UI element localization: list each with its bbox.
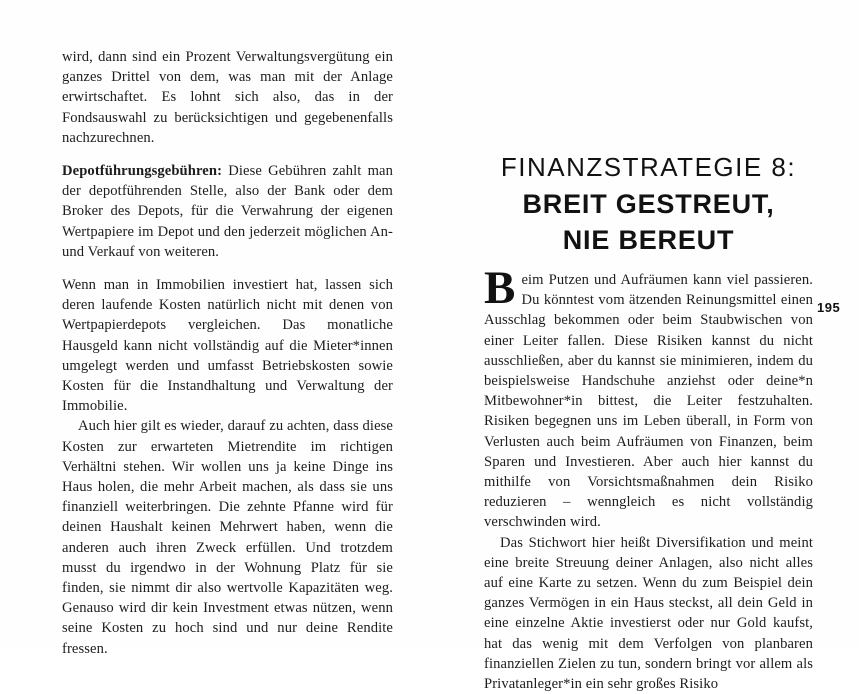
paragraph-risk-intro — [484, 262, 813, 533]
chapter-heading-title-line2: NIE BEREUT — [562, 225, 735, 255]
paragraph-text: Das Stichwort hier heißt Diversifikation und meint eine breite Streuung deiner Anlagen, also nicht alles auf eine Karte zu setzen. Wenn du zum Beispiel dein ganzes Vermögen in ein Haus steckst, all dein Geld in eine einzelne Aktie investierst oder nur Gold kaufst, hat das wenig mit dem Verfolgen von planbaren finanziellen Zielen zu tun, sondern bringt vor allem als Privatanleger*in ein sehr großes Risiko — [484, 534, 813, 693]
left-page — [62, 47, 393, 659]
paragraph-text: Wenn man in Immobilien investiert hat, lassen sich deren laufende Kosten natürlich nicht mit denen von Wertpapierdepots vergleichen. Das monatliche Hausgeld kann nicht vollständig auf die Mieter*innen umgelegt werden und umfasst Betriebskosten sowie Kosten für die Instandhaltung und Verwaltung der Immobilie. — [62, 277, 393, 415]
paragraph-text: Auch hier gilt es wieder, darauf zu achten, dass diese Kosten zur erwarteten Mietrendite im richtigen Verhältni stehen. Wir wollen uns ja keine Dinge ins Haus holen, die mehr Arbeit machen, als dass sie uns finanziell weiterbringen. Die zehnte Pfanne wird für deinen Haushalt keinen Mehrwert haben, wenn die anderen auch ihren Zweck erfüllen. Und trotzdem musst du irgendwo in der Wohnung Platz für sie finden, sie nimmt dir also wertvolle Kapazitäten weg. Genauso wird dir kein Investment etwas nützen, wenn seine Kosten zu hoch sind und nur deine Rendite fressen. — [62, 418, 393, 657]
paragraph-depot-fees — [62, 161, 393, 262]
drop-cap: B — [484, 262, 516, 314]
chapter-heading-kicker: FINANZSTRATEGIE 8: — [500, 152, 797, 182]
paragraph-diversification — [484, 533, 813, 694]
paragraph-text: eim Putzen und Aufräumen kann viel passieren. Du könntest vom ätzenden Reinungsmittel einen Ausschlag bekommen oder beim Staubwischen von einer Leiter fallen. Diese Risiken kannst du nicht ausschließen, aber du kannst sie minimieren, indem du beispielsweise Handschuhe anziehst oder deine*n Mitbewohner*in bittest, die Leiter festzuhalten. Risiken begegnen uns im Leben überall, in Form von Verlusten auch beim Aufräumen von Finanzen, beim Sparen und Investieren. Aber auch hier kannst du mithilfe von Vorsichtsmaßnahmen dein Risiko reduzieren – wenngleich es nicht vollständig verschwinden wird. — [484, 272, 813, 531]
paragraph-real-estate — [62, 275, 393, 416]
paragraph-cost-ratio — [62, 416, 393, 658]
chapter-heading-title-line1: BREIT GESTREUT, — [522, 189, 775, 219]
paragraph-text: wird, dann sind ein Prozent Verwaltungsvergütung ein ganzes Drittel von dem, was man mit der Anlage erwirtschaftet. Es lohnt sich also, das in der Fondsauswahl zu berücksichtigen und gegebenenfalls nachzurechnen. — [62, 49, 393, 146]
chapter-heading — [484, 148, 813, 258]
paragraph-lead-bold: Depotführungsgebühren: — [62, 163, 223, 180]
paragraph-text: Diese Gebühren zahlt man der depotführenden Stelle, also der Bank oder dem Broker des Depots, für die Verwahrung der eigenen Wertpapiere im Depot und den jederzeit möglichen An- und Verkauf von weiteren. — [62, 163, 393, 260]
page-number: 195 — [817, 300, 841, 315]
right-page — [484, 0, 813, 694]
paragraph-fund-costs — [62, 47, 393, 148]
